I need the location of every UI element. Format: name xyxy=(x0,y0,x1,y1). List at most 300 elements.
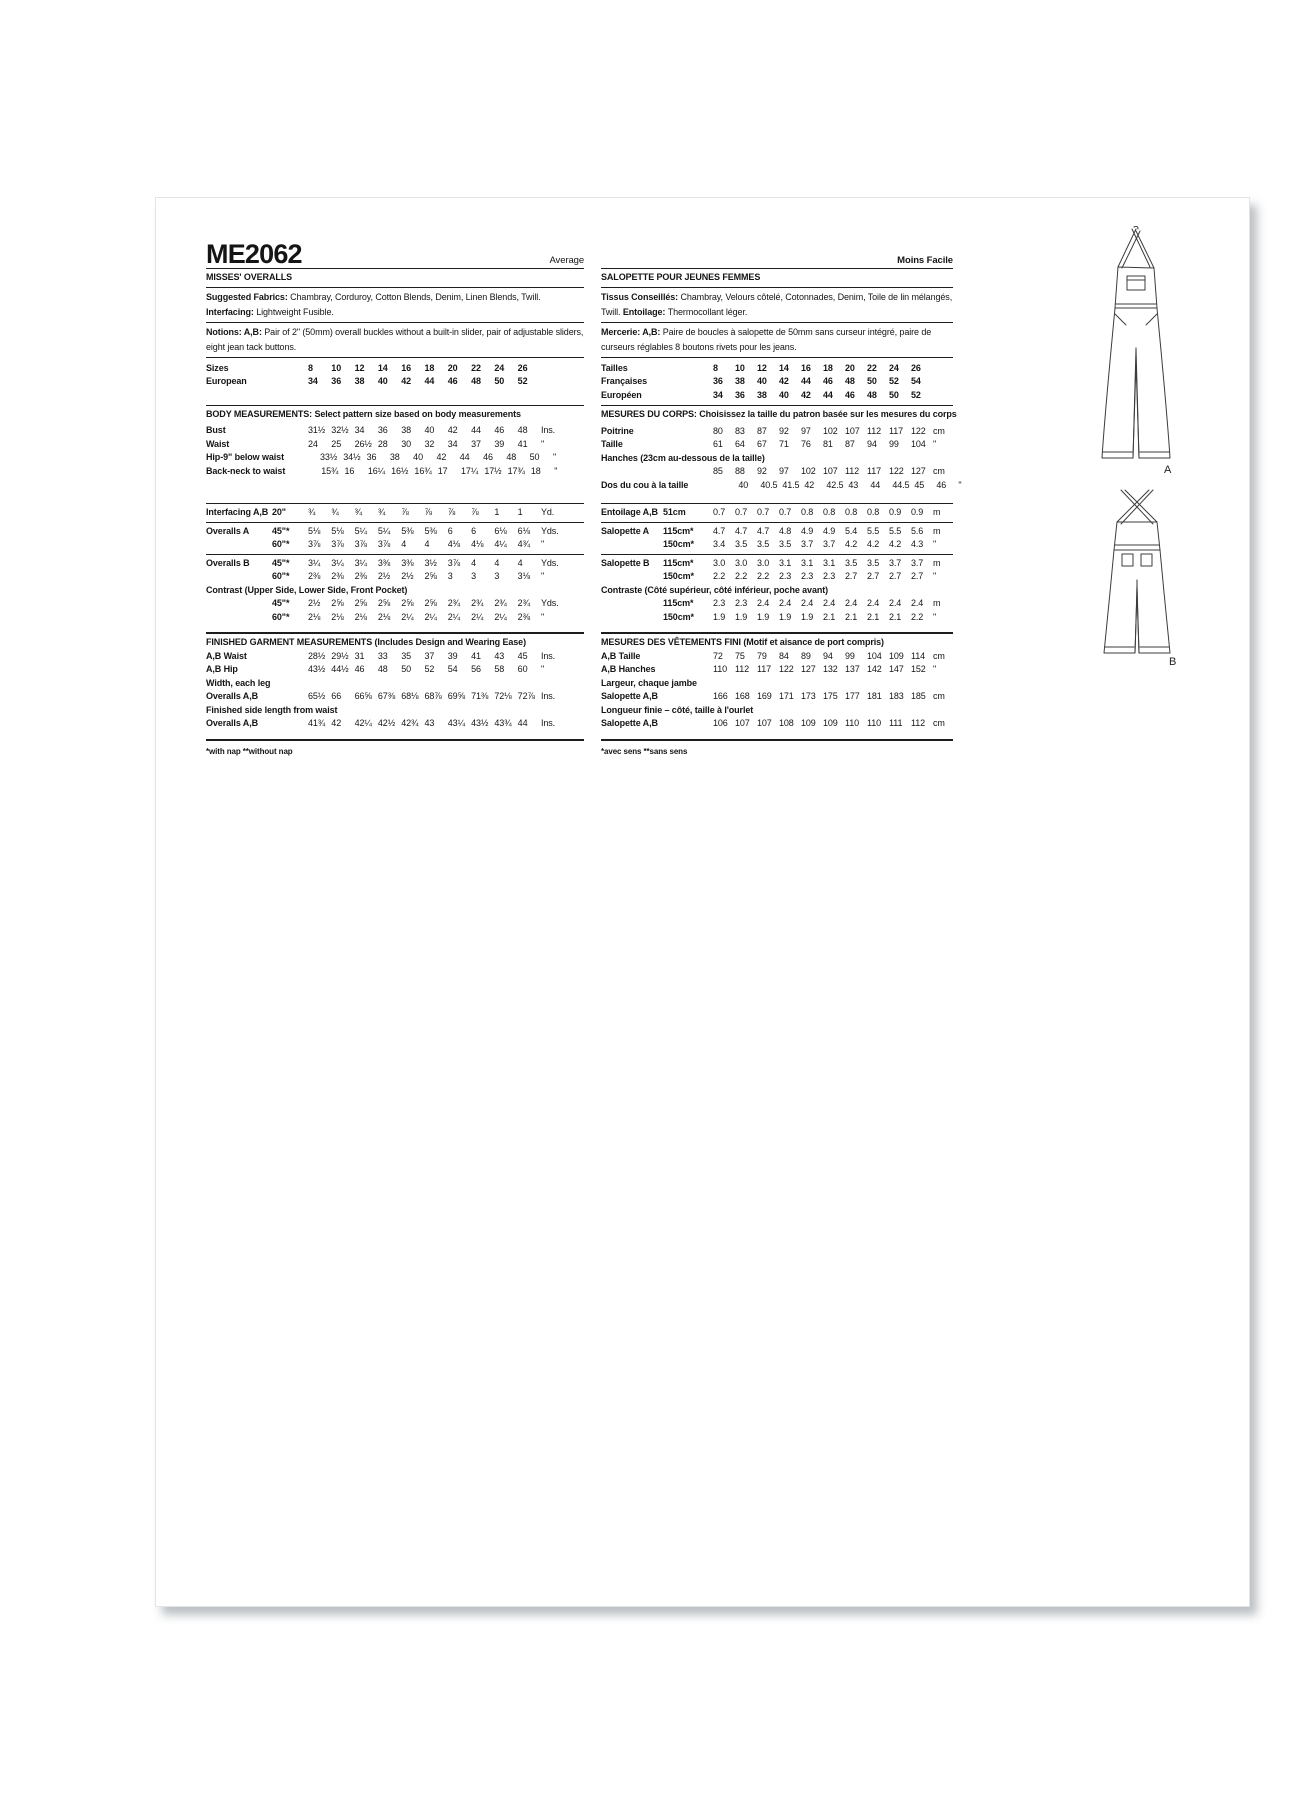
value-cell: 40 xyxy=(738,479,749,490)
table-row xyxy=(601,717,953,731)
value-cell: 2⅝ xyxy=(424,598,437,608)
value-cell: 17 xyxy=(437,465,448,476)
unit-cell: m xyxy=(933,507,941,517)
value-cell: 5¼ xyxy=(377,525,391,536)
table-row xyxy=(206,650,584,664)
row-label: Sizes xyxy=(206,362,229,373)
fabric-width: 45"* xyxy=(272,598,290,608)
value-cell: 52 xyxy=(911,389,921,400)
value-cell: 81 xyxy=(823,439,833,449)
value-cell: 4¾ xyxy=(517,539,530,549)
paragraph-text: Lightweight Fusible. xyxy=(256,306,334,317)
value-cell: ⅞ xyxy=(401,507,409,517)
value-cell: 52 xyxy=(889,376,899,386)
paragraph-label: Tissus Conseillés: xyxy=(601,291,681,302)
table-row xyxy=(206,538,584,552)
value-cell: 2.2 xyxy=(713,571,726,581)
value-cell: 25 xyxy=(331,438,342,449)
row-label: Salopette B xyxy=(601,557,650,568)
value-cell: 41.5 xyxy=(782,479,800,490)
divider-rule xyxy=(601,522,953,523)
table-row xyxy=(206,717,584,731)
unit-cell: " xyxy=(933,611,937,622)
value-cell: 106 xyxy=(713,718,728,728)
value-cell: 75 xyxy=(735,650,745,661)
table-row xyxy=(601,690,953,704)
value-cell: 3¼ xyxy=(354,557,367,568)
value-cell: 2½ xyxy=(308,598,321,608)
table-row xyxy=(601,479,962,493)
unit-cell: " xyxy=(540,539,545,549)
row-label: Salopette A xyxy=(601,525,650,536)
view-a-label: A xyxy=(1164,464,1172,476)
value-cell: 2⅛ xyxy=(354,611,367,622)
fabric-width xyxy=(688,479,738,493)
value-cell: 2¼ xyxy=(471,611,484,622)
table-row xyxy=(206,362,584,376)
unit-cell: " xyxy=(552,452,557,462)
pattern-number: ME2062 xyxy=(206,239,302,269)
value-cell: 132 xyxy=(823,664,838,674)
french-measurement-tables xyxy=(601,271,962,758)
table-row xyxy=(206,451,584,465)
value-cell: 65½ xyxy=(308,691,326,701)
value-cell: 26 xyxy=(911,362,921,373)
value-cell: 41¾ xyxy=(308,718,326,728)
table-row xyxy=(601,438,953,452)
divider-rule xyxy=(206,287,584,288)
row-label xyxy=(206,597,272,611)
value-cell: 109 xyxy=(801,718,816,728)
value-cell: 2.4 xyxy=(801,598,814,608)
value-cell: 44 xyxy=(870,479,881,490)
value-cell: 3.0 xyxy=(757,557,770,568)
value-cell: 64 xyxy=(735,439,745,449)
section-header: BODY MEASUREMENTS: Select pattern size based on body measurements xyxy=(206,408,521,419)
value-cell: 46 xyxy=(823,376,833,386)
value-cell: 20 xyxy=(447,362,458,373)
spacer xyxy=(601,492,953,501)
fabric-width: 60"* xyxy=(272,611,290,622)
value-cell: 5⅜ xyxy=(424,525,437,536)
title-bar xyxy=(206,239,584,269)
sub-header: Finished side length from waist xyxy=(206,704,338,715)
value-cell: 1.9 xyxy=(735,611,748,622)
value-cell: 99 xyxy=(889,439,899,449)
value-cell: 2⅝ xyxy=(331,598,344,608)
table-row xyxy=(206,465,584,479)
value-cell: 5.4 xyxy=(845,525,858,536)
table-row xyxy=(601,557,953,571)
row-label: Overalls A,B xyxy=(206,718,258,728)
table-row xyxy=(206,525,584,539)
value-cell: 44 xyxy=(801,376,811,386)
value-cell: ¾ xyxy=(354,507,362,517)
value-cell: 32 xyxy=(424,438,435,449)
row-label: European xyxy=(206,376,247,386)
value-cell: 17¼ xyxy=(461,465,479,476)
value-cell: 34 xyxy=(354,425,365,435)
title-bar-fr xyxy=(601,242,953,266)
value-cell: 2.7 xyxy=(867,571,880,581)
value-cell: 5¼ xyxy=(354,525,367,536)
value-cell: 137 xyxy=(845,664,860,674)
value-cell: 110 xyxy=(713,664,728,674)
value-cell: 56 xyxy=(471,664,481,674)
table-row xyxy=(601,538,953,552)
row-label: Overalls B xyxy=(206,557,250,568)
value-cell: 26 xyxy=(517,362,528,373)
paragraph-text: Chambray, Corduroy, Cotton Blends, Denim, Linen Blends, Twill. xyxy=(290,291,541,302)
value-cell: 2¾ xyxy=(517,598,530,608)
value-cell: 2⅝ xyxy=(354,598,367,608)
value-cell: 3.1 xyxy=(823,557,836,568)
value-cell: 5.5 xyxy=(889,525,902,536)
divider-rule xyxy=(601,405,953,406)
value-cell: 3½ xyxy=(424,557,437,568)
value-cell: 2¾ xyxy=(447,598,461,608)
value-cell: 17¾ xyxy=(507,465,525,476)
value-cell: 8 xyxy=(308,362,313,373)
paragraph-text: Thermocollant léger. xyxy=(667,306,748,317)
value-cell: 2¼ xyxy=(401,611,414,622)
unit-cell: " xyxy=(540,611,545,622)
value-cell: 171 xyxy=(779,691,794,701)
value-cell: 46 xyxy=(494,425,505,435)
unit-cell: Yds. xyxy=(540,557,559,568)
value-cell: 4¼ xyxy=(494,539,507,549)
value-cell: 0.7 xyxy=(735,507,748,517)
value-cell: 50 xyxy=(889,389,899,400)
value-cell: 34 xyxy=(713,389,723,400)
value-cell: 0.8 xyxy=(845,507,858,517)
value-cell: 8 xyxy=(713,362,718,373)
value-cell: 185 xyxy=(911,691,926,701)
difficulty-rating-en: Average xyxy=(549,255,584,266)
value-cell: 38 xyxy=(389,452,400,462)
fabric-width: 20" xyxy=(272,507,286,517)
value-cell: 3.7 xyxy=(911,557,924,568)
fabric-width: 51cm xyxy=(663,507,686,517)
value-cell: 0.7 xyxy=(779,507,792,517)
spacer xyxy=(206,478,584,501)
divider-rule xyxy=(206,503,584,504)
value-cell: 3⅞ xyxy=(447,557,461,568)
unit-cell: m xyxy=(933,598,941,608)
difficulty-rating-fr: Moins Facile xyxy=(897,255,953,266)
row-label: Européen xyxy=(601,389,642,400)
page-sheet xyxy=(155,197,1250,1607)
value-cell: 4.9 xyxy=(801,525,814,536)
value-cell: 15¾ xyxy=(321,465,339,476)
value-cell: 3¼ xyxy=(331,557,344,568)
value-cell: 26½ xyxy=(354,438,372,449)
value-cell: 43¼ xyxy=(447,718,465,728)
divider-rule xyxy=(206,739,584,741)
value-cell: 6⅛ xyxy=(517,525,530,536)
value-cell: 36 xyxy=(713,376,723,386)
value-cell: 32½ xyxy=(331,425,349,435)
value-cell: 2.3 xyxy=(801,571,814,581)
value-cell: 4 xyxy=(401,539,407,549)
value-cell: 72⅛ xyxy=(494,691,512,701)
divider-rule xyxy=(206,632,584,634)
value-cell: 142 xyxy=(867,664,882,674)
value-cell: 66⅝ xyxy=(354,691,372,701)
value-cell: 83 xyxy=(735,425,745,436)
value-cell: 54 xyxy=(911,376,921,386)
value-cell: 48 xyxy=(867,389,877,400)
value-cell: 52 xyxy=(424,664,435,674)
table-row xyxy=(206,690,584,704)
unit-cell: m xyxy=(933,525,941,536)
value-cell: 67⅜ xyxy=(377,691,396,701)
table-row xyxy=(206,438,584,452)
sub-header: Hanches (23cm au-dessous de la taille) xyxy=(601,452,765,463)
value-cell: 3 xyxy=(447,571,453,581)
value-cell: 12 xyxy=(354,362,365,373)
row-label: Overalls A xyxy=(206,525,250,536)
value-cell: 24 xyxy=(494,362,505,373)
value-cell: 35 xyxy=(401,650,411,661)
value-cell: 2⅜ xyxy=(354,571,367,581)
value-cell: ¾ xyxy=(331,507,339,517)
value-cell: 2.7 xyxy=(889,571,902,581)
value-cell: 42 xyxy=(801,389,811,400)
sub-header: Largeur, chaque jambe xyxy=(601,677,697,688)
value-cell: 2⅛ xyxy=(308,611,321,622)
value-cell: 37 xyxy=(424,650,435,661)
value-cell: 20 xyxy=(845,362,855,373)
paragraph-label: Mercerie: A,B: xyxy=(601,326,663,337)
row-label: Waist xyxy=(206,438,230,449)
value-cell: 6 xyxy=(447,525,453,536)
value-cell: 42 xyxy=(447,425,458,435)
unit-cell: " xyxy=(540,438,545,449)
value-cell: 4.2 xyxy=(845,539,858,549)
row-label xyxy=(206,538,272,552)
value-cell: 12 xyxy=(757,362,767,373)
value-cell: 2.1 xyxy=(867,611,880,622)
fabric-width: 45"* xyxy=(272,525,290,536)
value-cell: 4.2 xyxy=(867,539,880,549)
unit-cell: cm xyxy=(933,425,945,436)
value-cell: 42½ xyxy=(377,718,396,728)
unit-cell: Ins. xyxy=(540,425,556,435)
value-cell: 109 xyxy=(889,650,904,661)
fabric-width: 115cm* xyxy=(663,598,694,608)
value-cell: 48 xyxy=(506,452,517,462)
unit-cell: " xyxy=(933,664,937,674)
value-cell: 102 xyxy=(823,425,838,436)
row-label: Taille xyxy=(601,439,623,449)
value-cell: 2.4 xyxy=(823,598,836,608)
overalls-view-b-illustration xyxy=(1091,488,1186,663)
value-cell: 2.4 xyxy=(889,598,902,608)
table-row xyxy=(601,465,953,479)
divider-rule xyxy=(601,739,953,741)
unit-cell: Yd. xyxy=(540,507,555,517)
sub-header: Contraste (Côté supérieur, côté inférieur, poche avant) xyxy=(601,584,829,595)
value-cell: 16¾ xyxy=(414,465,432,476)
table-row xyxy=(601,597,953,611)
value-cell: 2⅛ xyxy=(377,611,391,622)
row-label: A,B Waist xyxy=(206,650,247,661)
french-column xyxy=(601,242,962,758)
unit-cell: " xyxy=(933,539,937,549)
value-cell: 173 xyxy=(801,691,816,701)
value-cell: 48 xyxy=(471,376,481,386)
fabric-width xyxy=(663,465,713,479)
spacer xyxy=(601,731,953,737)
paragraph-label: Suggested Fabrics: xyxy=(206,291,291,302)
paragraph-text: Paire de boucles à salopette de 50mm sans curseur intégré, paire de curseurs réglables 8 boutons rivets pour les jeans. xyxy=(601,326,932,352)
value-cell: 94 xyxy=(867,439,877,449)
value-cell: 14 xyxy=(779,362,789,373)
footnote: *with nap **without nap xyxy=(206,746,293,756)
value-cell: 68⅞ xyxy=(424,691,442,701)
value-cell: 42 xyxy=(331,718,342,728)
value-cell: 48 xyxy=(377,664,388,674)
value-cell: 4 xyxy=(471,557,476,568)
value-cell: 92 xyxy=(779,425,789,436)
value-cell: 92 xyxy=(757,466,767,476)
value-cell: 110 xyxy=(867,718,882,728)
value-cell: ¾ xyxy=(377,507,386,517)
value-cell: 80 xyxy=(713,425,723,436)
value-cell: 16¼ xyxy=(367,465,386,476)
divider-rule xyxy=(206,554,584,555)
value-cell: 117 xyxy=(889,425,904,436)
value-cell: 14 xyxy=(377,362,388,373)
value-cell: 89 xyxy=(801,650,811,661)
value-cell: 50 xyxy=(494,376,505,386)
value-cell: 43 xyxy=(424,718,435,728)
fabric-width: 150cm* xyxy=(663,611,694,622)
fabric-width xyxy=(272,362,308,376)
value-cell: 31 xyxy=(354,650,365,661)
value-cell: 87 xyxy=(845,439,855,449)
unit-cell: " xyxy=(540,571,545,581)
value-cell: 168 xyxy=(735,691,750,701)
notions-paragraph xyxy=(601,325,953,355)
value-cell: 2.4 xyxy=(867,598,880,608)
fabric-width xyxy=(272,650,308,664)
row-label xyxy=(206,611,272,625)
unit-cell: cm xyxy=(933,691,945,701)
fabric-width: 150cm* xyxy=(663,571,694,581)
value-cell: 2⅝ xyxy=(401,598,414,608)
value-cell: 94 xyxy=(823,650,833,661)
row-label: Salopette A,B xyxy=(601,718,658,728)
value-cell: 3⅞ xyxy=(331,539,344,549)
value-cell: 50 xyxy=(401,664,411,674)
value-cell: 2.3 xyxy=(735,598,748,608)
value-cell: 67 xyxy=(757,439,767,449)
value-cell: 3.5 xyxy=(779,539,792,549)
value-cell: 42 xyxy=(401,376,411,386)
value-cell: 2¾ xyxy=(471,598,484,608)
sub-header: Longueur finie – côté, taille à l'ourlet xyxy=(601,704,754,715)
value-cell: 38 xyxy=(735,376,745,386)
value-cell: 122 xyxy=(779,664,794,674)
spacer xyxy=(206,731,584,737)
unit-cell: Yds. xyxy=(540,525,559,536)
spacer xyxy=(206,624,584,630)
value-cell: 2.1 xyxy=(845,611,858,622)
value-cell: 112 xyxy=(735,664,750,674)
value-cell: 50 xyxy=(529,452,540,462)
value-cell: 107 xyxy=(845,425,860,436)
table-row xyxy=(206,597,584,611)
value-cell: 2¾ xyxy=(494,598,507,608)
value-cell: 29½ xyxy=(331,650,349,661)
value-cell: 183 xyxy=(889,691,904,701)
value-cell: 3.5 xyxy=(735,539,748,549)
value-cell: 42.5 xyxy=(826,479,844,490)
value-cell: 107 xyxy=(757,718,772,728)
value-cell: 45 xyxy=(914,479,925,490)
fabric-width: 115cm* xyxy=(663,525,694,536)
value-cell: 112 xyxy=(845,466,860,476)
table-row xyxy=(206,663,584,677)
value-cell: 36 xyxy=(735,389,745,400)
value-cell: 38 xyxy=(354,376,365,386)
fabric-width xyxy=(663,650,713,664)
value-cell: 181 xyxy=(867,691,882,701)
value-cell: 2.1 xyxy=(823,611,836,622)
value-cell: 44 xyxy=(459,452,470,462)
value-cell: 4.7 xyxy=(757,525,770,536)
value-cell: 33½ xyxy=(319,452,338,462)
fabric-width: 60"* xyxy=(272,571,290,581)
value-cell: 40 xyxy=(377,376,388,386)
value-cell: 127 xyxy=(801,664,816,674)
table-row xyxy=(206,557,584,571)
value-cell: 2⅛ xyxy=(331,611,344,622)
table-row xyxy=(601,663,953,677)
value-cell: 4 xyxy=(424,539,430,549)
table-row xyxy=(206,611,584,625)
value-cell: 1.9 xyxy=(801,611,814,622)
value-cell: 88 xyxy=(735,466,745,476)
value-cell: 3.1 xyxy=(801,557,814,568)
value-cell: 48 xyxy=(517,425,528,435)
value-cell: 117 xyxy=(757,664,772,674)
value-cell: 3⅜ xyxy=(377,557,391,568)
fabric-width xyxy=(663,375,713,389)
value-cell: 175 xyxy=(823,691,838,701)
value-cell: 3.5 xyxy=(757,539,770,549)
fabric-width xyxy=(272,375,308,389)
unit-cell: " xyxy=(933,439,937,449)
value-cell: 18 xyxy=(823,362,833,373)
value-cell: 40.5 xyxy=(760,479,778,490)
overalls-view-a-illustration xyxy=(1089,226,1184,471)
value-cell: 46 xyxy=(936,479,947,490)
value-cell: 46 xyxy=(845,389,855,400)
value-cell: 50 xyxy=(867,376,877,386)
value-cell: 3.5 xyxy=(867,557,880,568)
value-cell: 18 xyxy=(530,465,541,476)
fabric-width: 115cm* xyxy=(663,557,694,568)
divider-rule xyxy=(601,322,953,323)
value-cell: ⅞ xyxy=(424,507,432,517)
value-cell: 4.2 xyxy=(889,539,902,549)
row-label: Poitrine xyxy=(601,425,634,436)
row-label: Salopette A,B xyxy=(601,691,658,701)
value-cell: 42 xyxy=(779,376,789,386)
